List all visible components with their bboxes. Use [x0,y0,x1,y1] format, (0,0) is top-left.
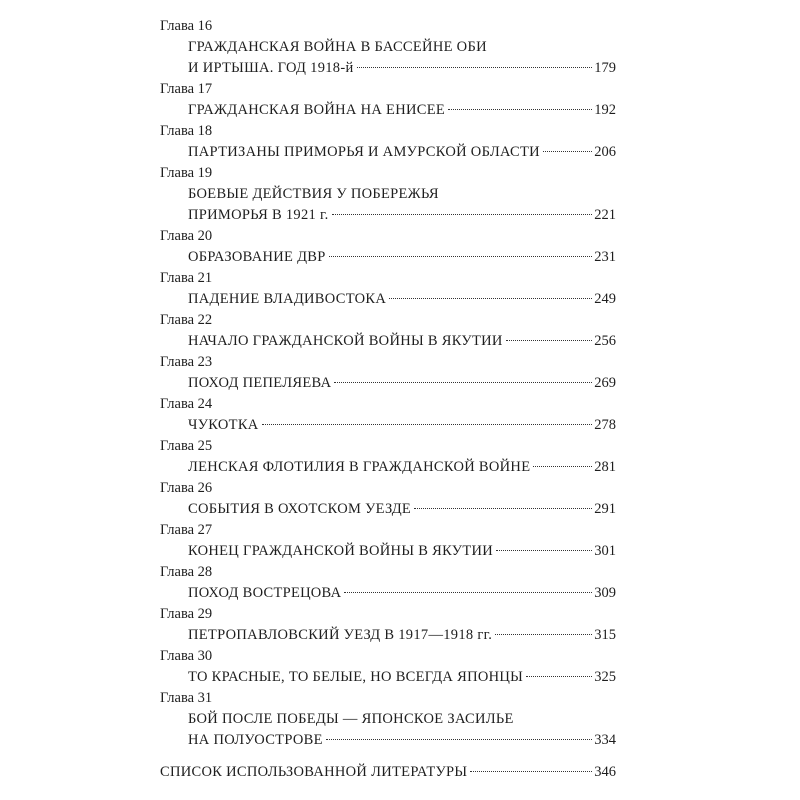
toc-entry [160,268,616,310]
toc-entry [160,226,616,268]
page-number: 269 [594,375,616,391]
chapter-title-line: БОЙ ПОСЛЕ ПОБЕДЫ — ЯПОНСКОЕ ЗАСИЛЬЕ [188,711,514,727]
chapter-title [188,373,616,394]
dot-leader [332,214,593,215]
bibliography-entry [160,762,616,783]
chapter-title-line [188,58,616,79]
chapter-title-text: НАЧАЛО ГРАЖДАНСКОЙ ВОЙНЫ В ЯКУТИИ [188,333,503,349]
chapter-title-line [188,625,616,646]
chapter-title-line [188,100,616,121]
page-number: 315 [594,627,616,643]
dot-leader [329,256,593,257]
page-number: 179 [594,60,616,76]
chapter-title-text: КОНЕЦ ГРАЖДАНСКОЙ ВОЙНЫ В ЯКУТИИ [188,543,494,559]
page-number: 309 [594,585,616,601]
chapter-title-text: НА ПОЛУОСТРОВЕ [188,732,323,748]
toc-entry [160,310,616,352]
chapter-title-line [188,289,616,310]
chapter-title-line [188,667,616,688]
chapter-title-line: ГРАЖДАНСКАЯ ВОЙНА В БАССЕЙНЕ ОБИ [188,39,487,55]
dot-leader [496,550,592,551]
chapter-label: Глава 29 [160,606,213,622]
chapter-title [188,100,616,121]
dot-leader [448,109,592,110]
chapter-title [188,583,616,604]
chapter-label: Глава 28 [160,564,213,580]
page-number: 346 [594,764,616,780]
dot-leader [326,739,592,740]
chapter-title-line [188,205,616,226]
chapter-label: Глава 31 [160,690,213,706]
table-of-contents [160,16,616,783]
chapter-title [188,625,616,646]
chapter-title-text: ЛЕНСКАЯ ФЛОТИЛИЯ В ГРАЖДАНСКОЙ ВОЙНЕ [188,459,531,475]
dot-leader [334,382,592,383]
chapter-title-line [188,583,616,604]
dot-leader [506,340,593,341]
chapter-title [188,331,616,352]
chapter-title [188,499,616,520]
page-number: 256 [594,333,616,349]
chapter-title-line [188,142,616,163]
chapter-title-line [188,541,616,562]
toc-entry [160,394,616,436]
dot-leader [414,508,592,509]
dot-leader [495,634,592,635]
chapter-title-line [188,373,616,394]
chapter-title [188,37,616,79]
page-number: 206 [594,144,616,160]
toc-entry [160,79,616,121]
toc-entry [160,646,616,688]
page-number: 221 [594,207,616,223]
page-number: 281 [594,459,616,475]
chapter-label: Глава 19 [160,165,213,181]
toc-entry [160,478,616,520]
chapter-title-text: ГРАЖДАНСКАЯ ВОЙНА НА ЕНИСЕЕ [188,102,446,118]
toc-entry [160,121,616,163]
chapter-title-line [188,730,616,751]
chapter-label: Глава 23 [160,354,213,370]
bibliography-title: СПИСОК ИСПОЛЬЗОВАННОЙ ЛИТЕРАТУРЫ [160,764,468,780]
chapter-title-text: ПАРТИЗАНЫ ПРИМОРЬЯ И АМУРСКОЙ ОБЛАСТИ [188,144,540,160]
chapter-title [188,457,616,478]
dot-leader [526,676,592,677]
dot-leader [533,466,592,467]
chapter-title-text: ПОХОД ВОСТРЕЦОВА [188,585,342,601]
chapter-label: Глава 26 [160,480,213,496]
chapter-title-text: СОБЫТИЯ В ОХОТСКОМ УЕЗДЕ [188,501,412,517]
chapter-label: Глава 16 [160,18,213,34]
page-number: 231 [594,249,616,265]
dot-leader [262,424,593,425]
dot-leader [543,151,592,152]
page-number: 249 [594,291,616,307]
chapter-label: Глава 24 [160,396,213,412]
dot-leader [357,67,593,68]
chapter-title-text: ОБРАЗОВАНИЕ ДВР [188,249,326,265]
chapter-title-text: ТО КРАСНЫЕ, ТО БЕЛЫЕ, НО ВСЕГДА ЯПОНЦЫ [188,669,524,685]
toc-entry [160,436,616,478]
chapter-title-line: БОЕВЫЕ ДЕЙСТВИЯ У ПОБЕРЕЖЬЯ [188,186,439,202]
chapter-title-line [188,247,616,268]
chapter-label: Глава 22 [160,312,213,328]
toc-entry [160,16,616,79]
chapter-title-text: ПЕТРОПАВЛОВСКИЙ УЕЗД В 1917—1918 гг. [188,627,493,643]
chapter-label: Глава 20 [160,228,213,244]
page-number: 291 [594,501,616,517]
page-number: 192 [594,102,616,118]
toc-entry [160,562,616,604]
chapter-title [188,541,616,562]
chapter-label: Глава 25 [160,438,213,454]
dot-leader [470,771,592,772]
chapter-title [188,184,616,226]
chapter-title-line [188,331,616,352]
chapter-label: Глава 17 [160,81,213,97]
page-number: 334 [594,732,616,748]
chapter-title [188,415,616,436]
chapter-label: Глава 27 [160,522,213,538]
page-number: 325 [594,669,616,685]
chapter-title-text: ПРИМОРЬЯ В 1921 г. [188,207,329,223]
chapter-label: Глава 18 [160,123,213,139]
toc-entry [160,604,616,646]
chapter-title-text: ПОХОД ПЕПЕЛЯЕВА [188,375,332,391]
chapter-title [188,142,616,163]
chapter-title [188,667,616,688]
toc-entry [160,352,616,394]
toc-entry [160,163,616,226]
chapter-title-text: И ИРТЫША. ГОД 1918-й [188,60,354,76]
chapter-title-line [188,415,616,436]
page-number: 278 [594,417,616,433]
toc-entry [160,688,616,751]
chapter-title-text: ЧУКОТКА [188,417,259,433]
chapter-label: Глава 30 [160,648,213,664]
bibliography-line [160,762,616,783]
chapter-title-line [188,499,616,520]
page-number: 301 [594,543,616,559]
dot-leader [344,592,592,593]
chapter-title [188,247,616,268]
chapter-title [188,289,616,310]
chapter-label: Глава 21 [160,270,213,286]
dot-leader [389,298,592,299]
chapter-title-line [188,457,616,478]
toc-entry [160,520,616,562]
chapter-title-text: ПАДЕНИЕ ВЛАДИВОСТОКА [188,291,387,307]
chapter-title [188,709,616,751]
